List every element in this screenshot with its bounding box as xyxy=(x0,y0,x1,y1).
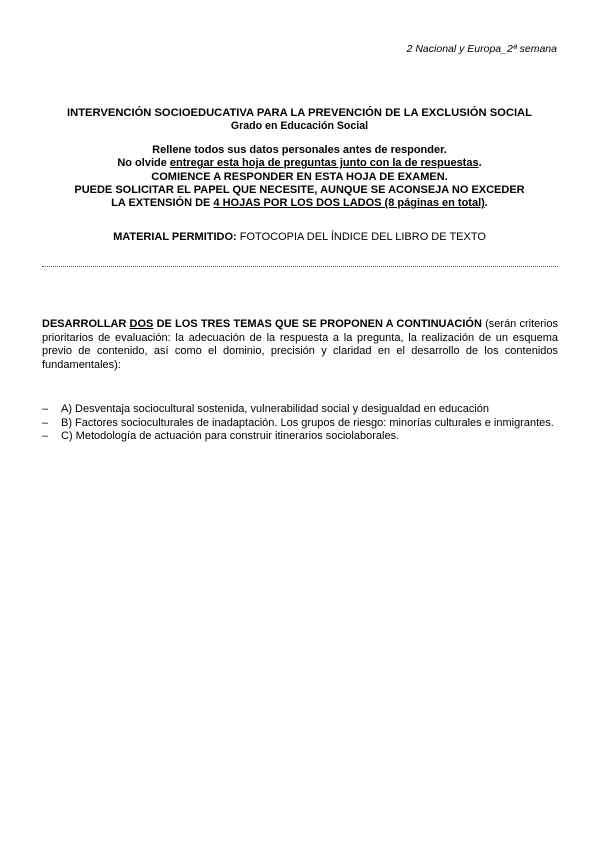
instruction-line-2-prefix: No olvide xyxy=(117,157,170,170)
instruction-line-4: PUEDE SOLICITAR EL PAPEL QUE NECESITE, AUNQUE SE ACONSEJA NO EXCEDER xyxy=(74,183,525,196)
topic-item-c xyxy=(42,430,558,444)
main-title: INTERVENCIÓN SOCIOEDUCATIVA PARA LA PREVENCIÓN DE LA EXCLUSIÓN SOCIAL xyxy=(67,107,532,119)
instruction-line-1: Rellene todos sus datos personales antes de responder. xyxy=(152,144,447,156)
subtitle: Grado en Educación Social xyxy=(230,120,369,132)
instruction-line-3: COMIENCE A RESPONDER EN ESTA HOJA DE EXAMEN. xyxy=(151,170,448,183)
instruction-line-2-suffix: . xyxy=(478,157,482,170)
topic-list xyxy=(42,403,558,444)
instruction-line-2 xyxy=(40,157,559,170)
instruction-line-5-underlined: 4 HOJAS POR LOS DOS LADOS (8 páginas en total) xyxy=(213,197,485,210)
material-label: MATERIAL PERMITIDO: xyxy=(113,231,237,243)
evaluation-criteria: (serán criterios prioritarios de evaluación: la adecuación de la respuesta a la pregunta, la realización de un esquema previo de contenido, así como el dominio, precisión y claridad en el desarrollo de los contenidos fundamentales): xyxy=(42,318,558,371)
exam-instruction-suffix: DE LOS TRES TEMAS QUE SE PROPONEN A CONTINUACIÓN xyxy=(153,318,482,330)
instruction-line-5 xyxy=(40,197,559,210)
exam-instruction-underlined: DOS xyxy=(129,318,154,330)
topic-text: A) Desventaja sociocultural sostenida, vulnerabilidad social y desigualdad en educación xyxy=(61,403,490,415)
header-note: 2 Nacional y Europa_2ª semana xyxy=(406,43,557,55)
bullet-dash: – xyxy=(42,416,49,429)
topic-text: C) Metodología de actuación para construir itinerarios sociolaborales. xyxy=(61,430,400,442)
topic-item-a xyxy=(42,403,558,417)
material-value: FOTOCOPIA DEL ÍNDICE DEL LIBRO DE TEXTO xyxy=(236,231,486,243)
dotted-divider xyxy=(42,266,558,267)
material-permitted xyxy=(40,231,559,243)
exam-instruction-prefix: DESARROLLAR xyxy=(42,318,130,330)
instructions-block xyxy=(40,144,559,210)
topic-item-b xyxy=(42,417,558,431)
bullet-dash: – xyxy=(42,403,49,415)
exam-instruction xyxy=(42,318,558,372)
instruction-line-5-suffix: . xyxy=(484,197,488,210)
instruction-line-5-prefix: LA EXTENSIÓN DE xyxy=(111,197,214,210)
topic-text: B) Factores socioculturales de inadaptación. Los grupos de riesgo: minorías culturales e inmigrantes. xyxy=(61,416,554,429)
instruction-line-2-underlined: entregar esta hoja de preguntas junto con la de respuestas xyxy=(169,157,479,170)
title-block xyxy=(40,107,559,133)
bullet-dash: – xyxy=(42,430,49,442)
